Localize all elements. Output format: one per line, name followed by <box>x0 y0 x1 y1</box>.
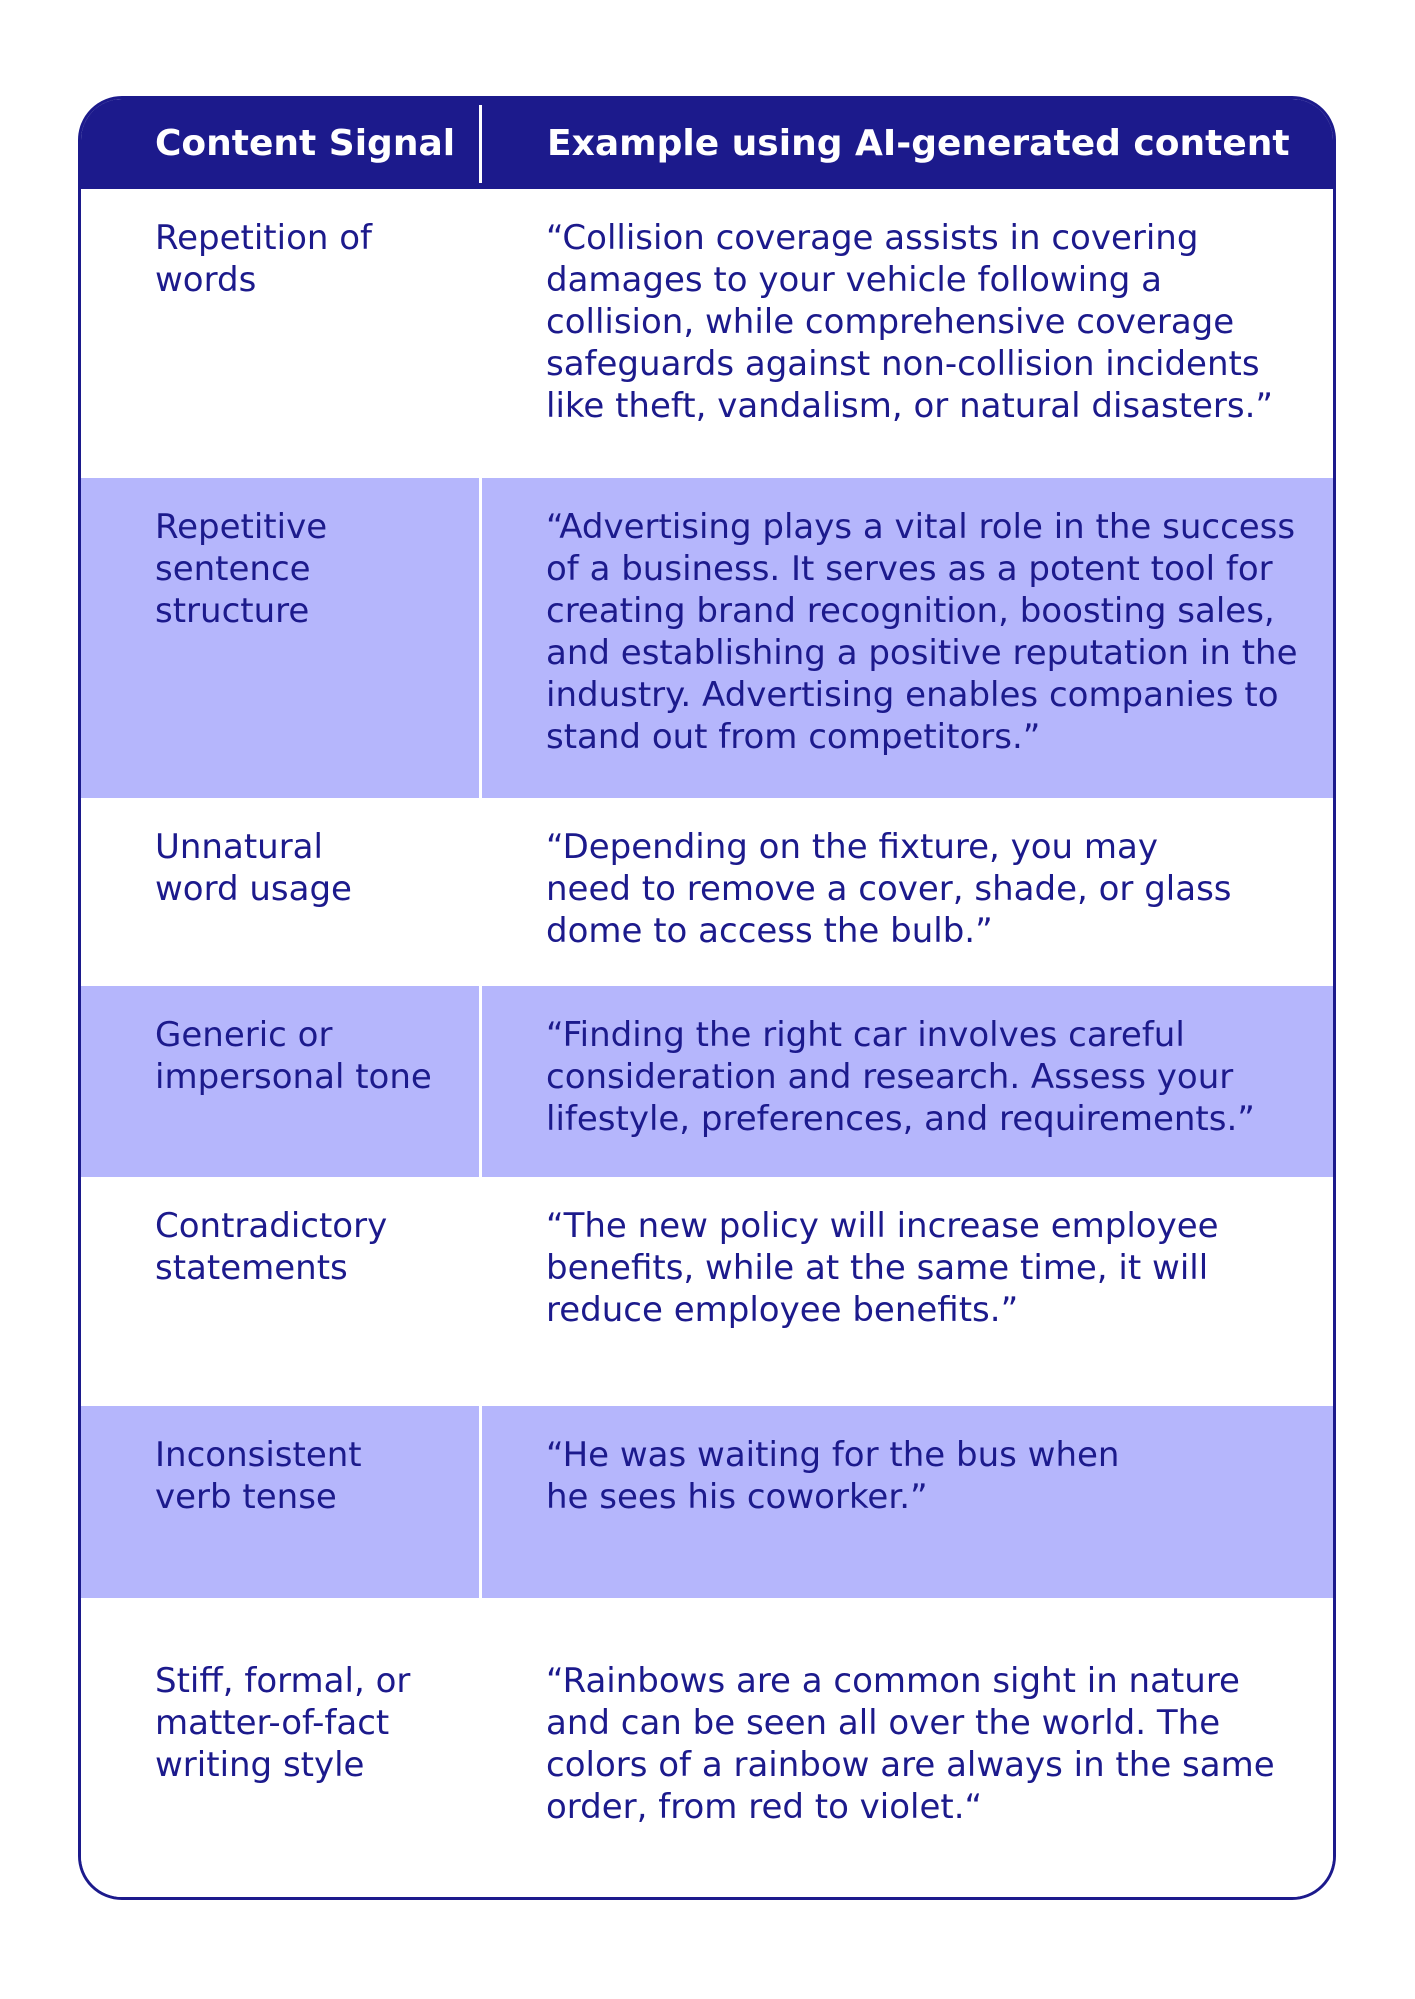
row-example: “Collision coverage assists in covering damages to your vehicle following a collision, while comprehensive coverage safeguards against non-collision incidents like theft, vandalism, or natural disasters.” <box>546 218 1274 426</box>
row-signal: Stiff, formal, or matter-of-fact writing style <box>155 1661 411 1785</box>
row-signal: Unnatural word usage <box>155 827 352 909</box>
header-divider <box>479 105 482 183</box>
column-divider <box>479 1406 482 1598</box>
column-divider <box>479 478 482 798</box>
table-row <box>81 986 1333 1177</box>
row-example: “He was waiting for the bus when he sees his coworker.” <box>546 1435 1120 1517</box>
row-signal: Generic or impersonal tone <box>155 1015 432 1097</box>
row-signal: Repetition of words <box>155 218 372 300</box>
row-signal: Inconsistent verb tense <box>155 1435 362 1517</box>
table-row <box>81 478 1333 798</box>
row-signal: Repetitive sentence structure <box>155 507 328 631</box>
table-body <box>81 189 1333 1897</box>
content-signals-table <box>78 96 1336 1900</box>
table-row <box>81 798 1333 986</box>
table-header <box>81 99 1333 189</box>
row-example: “The new policy will increase employee benefits, while at the same time, it will reduce employee benefits.” <box>546 1206 1219 1330</box>
table-row <box>81 1177 1333 1406</box>
header-content-signal: Content Signal <box>155 123 456 164</box>
table-row <box>81 1598 1333 1897</box>
table-row <box>81 1406 1333 1598</box>
row-example: “Depending on the fixture, you may need to remove a cover, shade, or glass dome to access the bulb.” <box>546 827 1232 951</box>
column-divider <box>479 986 482 1177</box>
header-example: Example using AI-generated content <box>547 123 1290 164</box>
row-example: “Advertising plays a vital role in the success of a business. It serves as a potent tool for creating brand recognition, boosting sales, and establishing a positive reputation in the industry. Advertising enables companies to stand out from competitors.” <box>546 507 1298 757</box>
row-signal: Contradictory statements <box>155 1206 388 1288</box>
row-example: “Rainbows are a common sight in nature and can be seen all over the world. The colors of a rainbow are always in the same order, from red to violet.“ <box>546 1661 1275 1827</box>
row-example: “Finding the right car involves careful consideration and research. Assess your lifestyle, preferences, and requirements.” <box>546 1015 1255 1139</box>
table-row <box>81 189 1333 478</box>
